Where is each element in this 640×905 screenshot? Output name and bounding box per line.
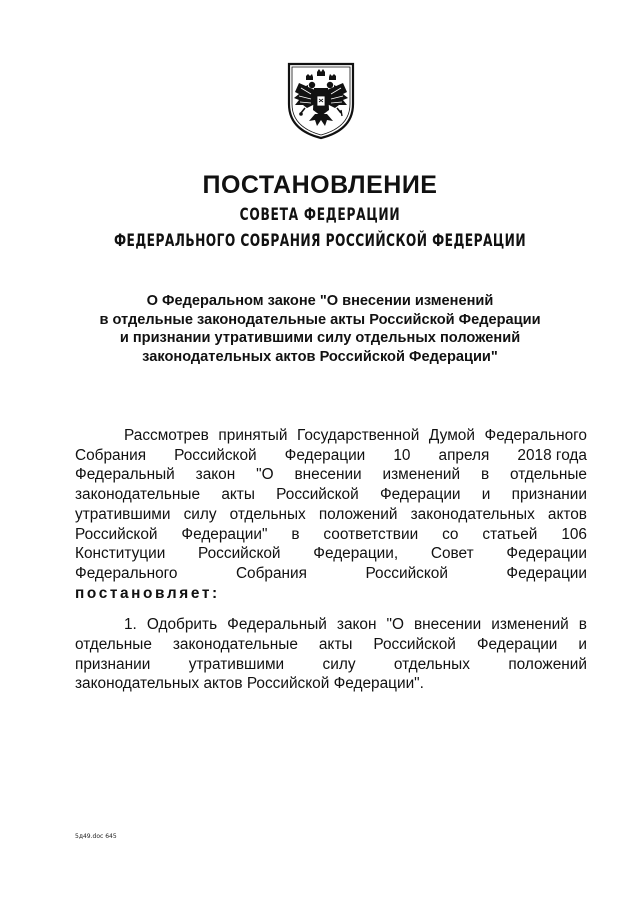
word: акты (221, 486, 255, 504)
word: 1. (124, 616, 137, 634)
word: Федерации (506, 545, 587, 563)
word: со (442, 525, 459, 543)
word: отдельные (510, 466, 587, 484)
word: законодательных (410, 505, 535, 523)
word: в (291, 525, 300, 543)
paragraph-line (75, 446, 587, 466)
document-file-code: 5д49.doc 645 (75, 833, 117, 840)
word: законодательные (172, 636, 298, 654)
word: "О (386, 616, 404, 634)
paragraph-line (75, 426, 587, 446)
word: отдельных (393, 655, 470, 673)
paragraph-line (75, 525, 587, 545)
word: статьей (482, 525, 538, 543)
word: Федерации (379, 486, 461, 504)
paragraph-line (75, 465, 587, 485)
word: в (480, 466, 490, 484)
decision-keyword: постановляет: (75, 584, 220, 602)
word: признании (511, 486, 587, 504)
word: Российской (198, 545, 281, 563)
paragraph-line (75, 584, 587, 604)
word: 10 (393, 446, 411, 464)
word: закон (336, 616, 377, 634)
word: принятый (218, 427, 288, 444)
word: Одобрить (146, 616, 218, 634)
word: 2018 года (517, 446, 587, 464)
heading-line: законодательных актов Российской Федерации" (142, 348, 498, 365)
word: Федеральный (227, 616, 327, 634)
word: Собрания (235, 564, 307, 582)
paragraph-line (75, 485, 587, 505)
word: силу (183, 505, 217, 523)
word: акты (318, 636, 353, 654)
word: Федеральный (75, 466, 175, 484)
paragraph-line (75, 505, 587, 525)
word: Российской (276, 486, 359, 504)
paragraph-line (75, 615, 587, 635)
word: законодательные (75, 486, 201, 504)
issuer-line-1: СОВЕТА ФЕДЕРАЦИИ (239, 205, 401, 225)
word: положений (318, 505, 398, 523)
document-title: ПОСТАНОВЛЕНИЕ (202, 171, 438, 199)
word: Российской (365, 564, 448, 582)
word: Федерации, (313, 545, 399, 563)
word: Рассмотрев (124, 427, 209, 444)
word: изменений (382, 466, 461, 484)
word: утратившими (188, 655, 285, 673)
coat-of-arms-icon (279, 58, 363, 142)
word: 106 (561, 525, 587, 543)
word: Федерации (476, 636, 558, 654)
word: апреля (438, 446, 490, 464)
word: в (578, 616, 587, 634)
paragraph-line (75, 635, 587, 655)
heading-line: и признании утратившими силу отдельных положений (119, 330, 521, 346)
word: отдельных (229, 505, 306, 523)
word: Федерального (484, 427, 587, 444)
word: изменений (491, 616, 569, 634)
word: признании (75, 655, 151, 673)
paragraph-line: законодательных актов Российской Федерации". (75, 675, 424, 693)
word: и (578, 636, 587, 654)
word: внесении (294, 466, 362, 484)
word: отдельные (75, 636, 152, 654)
word: Государственной (297, 427, 420, 444)
paragraph-line (75, 544, 587, 564)
word: актов (547, 505, 587, 523)
issuer-line-2: ФЕДЕРАЛЬНОГО СОБРАНИЯ РОССИЙСКОЙ ФЕДЕРАЦИИ (113, 231, 527, 251)
paragraph-line (75, 564, 587, 584)
word: и (481, 486, 491, 504)
word: силу (322, 655, 356, 673)
word: Федерации (506, 564, 587, 582)
word: Российской (174, 446, 257, 464)
heading-line: О Федеральном законе "О внесении изменений (146, 293, 494, 309)
resolution-body (75, 426, 587, 694)
heading-line: в отдельные законодательные акты Российской Федерации (99, 311, 541, 328)
word: Российской (373, 636, 456, 654)
word: Думой (428, 427, 475, 444)
paragraph-line (75, 655, 587, 675)
word: Конституции (75, 545, 166, 563)
word: Федерального (75, 564, 178, 582)
word: положений (508, 655, 587, 673)
word: внесении (414, 616, 482, 634)
word: Российской (75, 525, 158, 543)
word: Совет (430, 545, 474, 563)
resolution-heading (60, 292, 580, 366)
word: утратившими (75, 505, 171, 523)
word: "О (256, 466, 274, 484)
word: Федерации (284, 446, 366, 464)
word: Федерации" (181, 525, 268, 543)
word: закон (195, 466, 236, 484)
word: соответствии (323, 525, 419, 543)
word: Собрания (75, 446, 147, 464)
